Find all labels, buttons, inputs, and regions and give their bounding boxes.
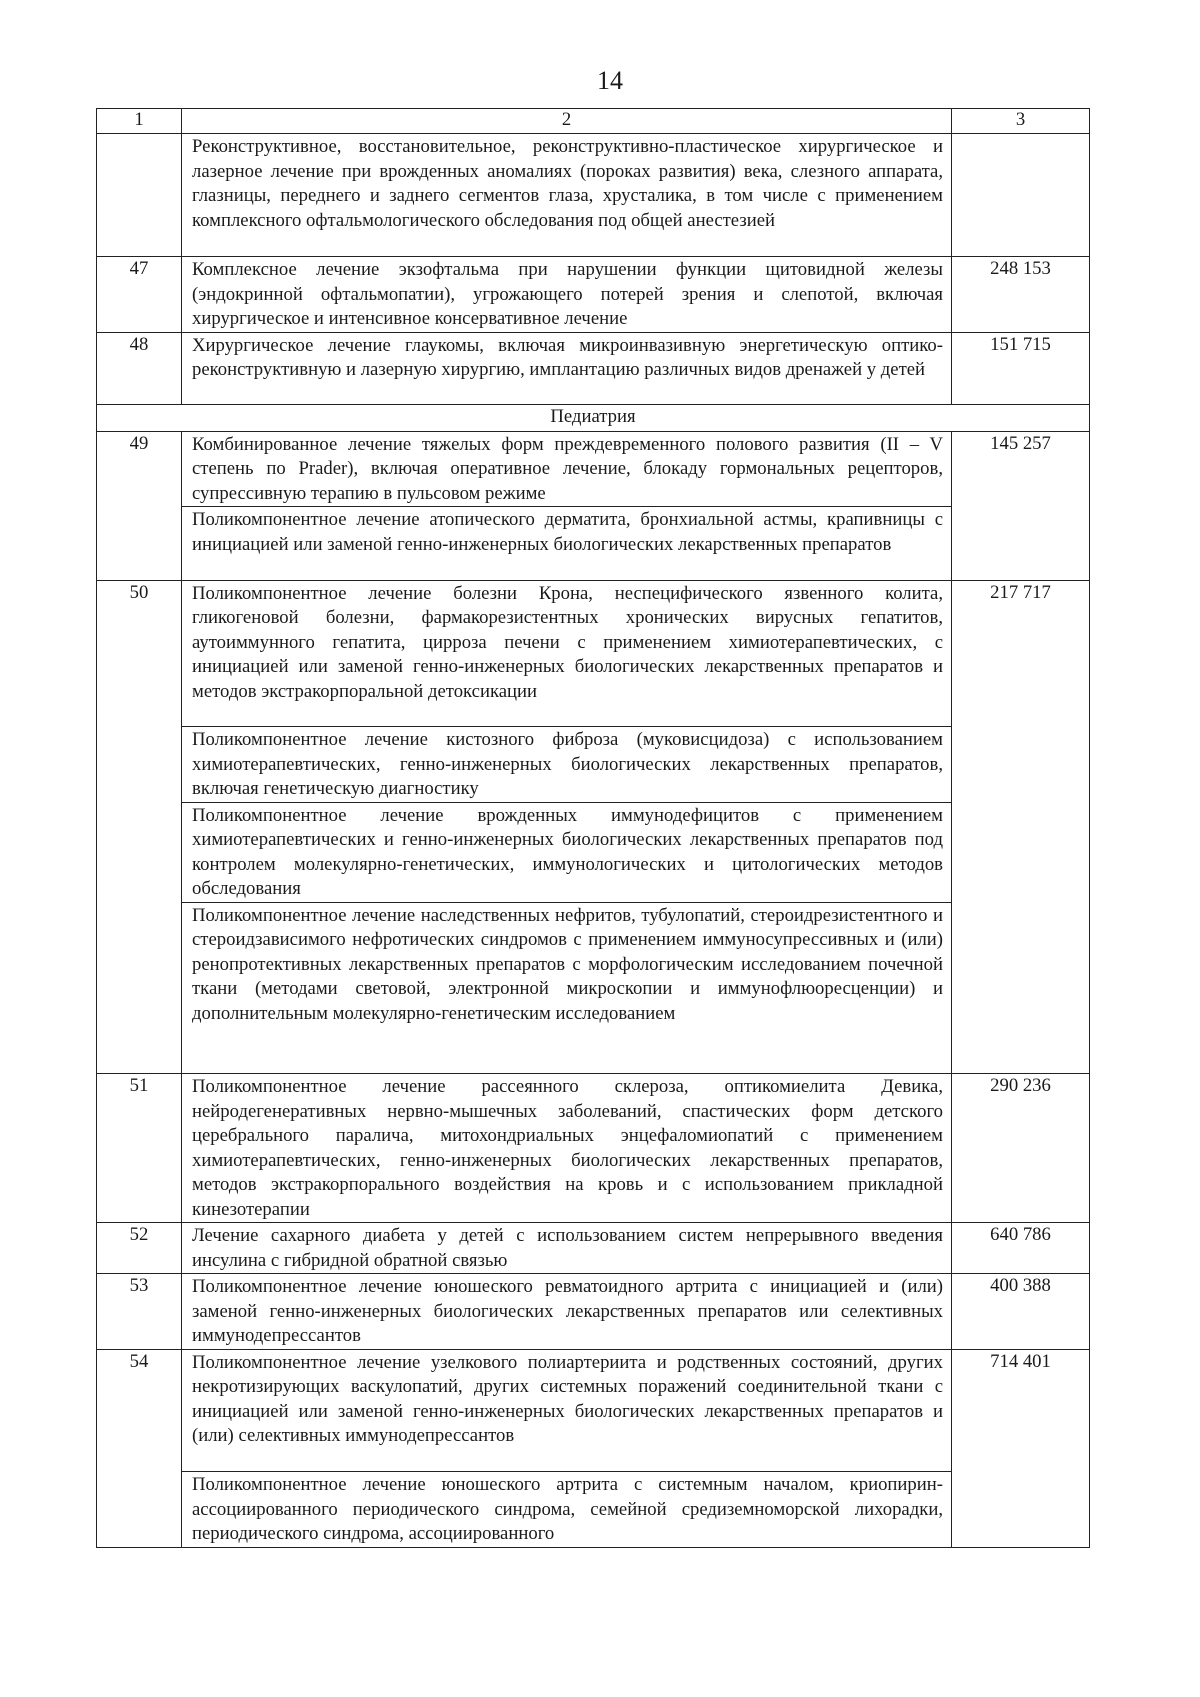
row-number: 52 <box>97 1223 182 1274</box>
table-row-50-cont <box>97 902 1090 1074</box>
row-value: 151 715 <box>952 332 1090 404</box>
table-row-50-cont <box>97 727 1090 803</box>
table-row-50 <box>97 580 1090 727</box>
row-value: 714 401 <box>952 1349 1090 1472</box>
row-value: 640 786 <box>952 1223 1090 1274</box>
row-description: Поликомпонентное лечение болезни Крона, неспецифического язвенного колита, гликогеновой болезни, фармакорезистентных хронических вирусных гепатитов, аутоиммунного гепатита, цирроза печени с применением химиотерапевтических, с инициацией или заменой генно-инженерных биологических лекарственных препаратов и методов экстракорпоральной детоксикации <box>182 580 952 727</box>
row-description: Поликомпонентное лечение кистозного фиброза (муковисцидоза) с использованием химиотерапевтических, генно-инженерных биологических лекарственных препаратов, включая генетическую диагностику <box>182 727 952 803</box>
table-header-row <box>97 109 1090 134</box>
treatment-table <box>96 108 1090 1548</box>
row-value: 290 236 <box>952 1074 1090 1223</box>
row-description: Комбинированное лечение тяжелых форм преждевременного полового развития (II – V степень по Prader), включая оперативное лечение, блокаду гормональных рецепторов, супрессивную терапию в пульсовом режиме <box>182 431 952 507</box>
row-description: Поликомпонентное лечение рассеянного склероза, оптикомиелита Девика, нейродегенеративных нервно-мышечных заболеваний, спастических форм детского церебрального паралича, митохондриальных энцефаломиопатий с применением химиотерапевтических, генно-инженерных биологических лекарственных препаратов, методов экстракорпорального воздействия на кровь и с использованием прикладной кинезотерапии <box>182 1074 952 1223</box>
header-col-1: 1 <box>97 109 182 134</box>
section-row <box>97 404 1090 431</box>
row-description: Поликомпонентное лечение узелкового полиартериита и родственных состояний, других некротизирующих васкулопатий, других системных поражений соединительной ткани с инициацией или заменой генно-инженерных биологических лекарственных препаратов и (или) селективных иммунодепрессантов <box>182 1349 952 1472</box>
row-description: Поликомпонентное лечение юношеского ревматоидного артрита с инициацией и (или) заменой генно-инженерных биологических лекарственных препаратов или селективных иммунодепрессантов <box>182 1274 952 1350</box>
row-description: Поликомпонентное лечение наследственных нефритов, тубулопатий, стероидрезистентного и стероидзависимого нефротических синдромов с применением иммуносупрессивных и (или) ренопротективных лекарственных препаратов с морфологическим исследованием почечной ткани (методами световой, электронной микроскопии и иммунофлюоресценции) и дополнительным молекулярно-генетическим исследованием <box>182 902 952 1074</box>
page-number: 14 <box>597 66 623 95</box>
row-value: 217 717 <box>952 580 1090 727</box>
row-number: 47 <box>97 257 182 333</box>
section-title: Педиатрия <box>97 404 1090 431</box>
row-description: Реконструктивное, восстановительное, реконструктивно-пластическое хирургическое и лазерное лечение при врожденных аномалиях (пороках развития) века, слезного аппарата, глазницы, переднего и заднего сегментов глаза, хрусталика, в том числе с применением комплексного офтальмологического обследования под общей анестезией <box>182 134 952 257</box>
row-number: 54 <box>97 1349 182 1472</box>
table-row-54-cont <box>97 1472 1090 1548</box>
row-number: 48 <box>97 332 182 404</box>
row-number: 49 <box>97 431 182 507</box>
header-col-2: 2 <box>182 109 952 134</box>
row-number: 51 <box>97 1074 182 1223</box>
row-description: Лечение сахарного диабета у детей с использованием систем непрерывного введения инсулина с гибридной обратной связью <box>182 1223 952 1274</box>
row-number: 53 <box>97 1274 182 1350</box>
table-row-52 <box>97 1223 1090 1274</box>
header-col-3: 3 <box>952 109 1090 134</box>
row-description: Поликомпонентное лечение атопического дерматита, бронхиальной астмы, крапивницы с инициацией или заменой генно-инженерных биологических лекарственных препаратов <box>182 507 952 581</box>
row-value: 248 153 <box>952 257 1090 333</box>
row-description: Поликомпонентное лечение врожденных иммунодефицитов с применением химиотерапевтических и генно-инженерных биологических лекарственных препаратов под контролем молекулярно-генетических, иммунологических и цитологических методов обследования <box>182 802 952 902</box>
row-value: 400 388 <box>952 1274 1090 1350</box>
table-row-47 <box>97 257 1090 333</box>
row-description: Поликомпонентное лечение юношеского артрита с системным началом, криопирин-ассоциированного периодического синдрома, семейной средиземноморской лихорадки, периодического синдрома, ассоциированного <box>182 1472 952 1548</box>
table-row-51 <box>97 1074 1090 1223</box>
table-row-50-cont <box>97 802 1090 902</box>
table-row-49 <box>97 431 1090 507</box>
row-number: 50 <box>97 580 182 727</box>
table-row <box>97 134 1090 257</box>
row-description: Хирургическое лечение глаукомы, включая микроинвазивную энергетическую оптико-реконструктивную и лазерную хирургию, имплантацию различных видов дренажей у детей <box>182 332 952 404</box>
table-row-54 <box>97 1349 1090 1472</box>
table-row-49-cont <box>97 507 1090 581</box>
row-value: 145 257 <box>952 431 1090 507</box>
row-description: Комплексное лечение экзофтальма при нарушении функции щитовидной железы (эндокринной офтальмопатии), угрожающего потерей зрения и слепотой, включая хирургическое и интенсивное консервативное лечение <box>182 257 952 333</box>
table-row-53 <box>97 1274 1090 1350</box>
table-row-48 <box>97 332 1090 404</box>
